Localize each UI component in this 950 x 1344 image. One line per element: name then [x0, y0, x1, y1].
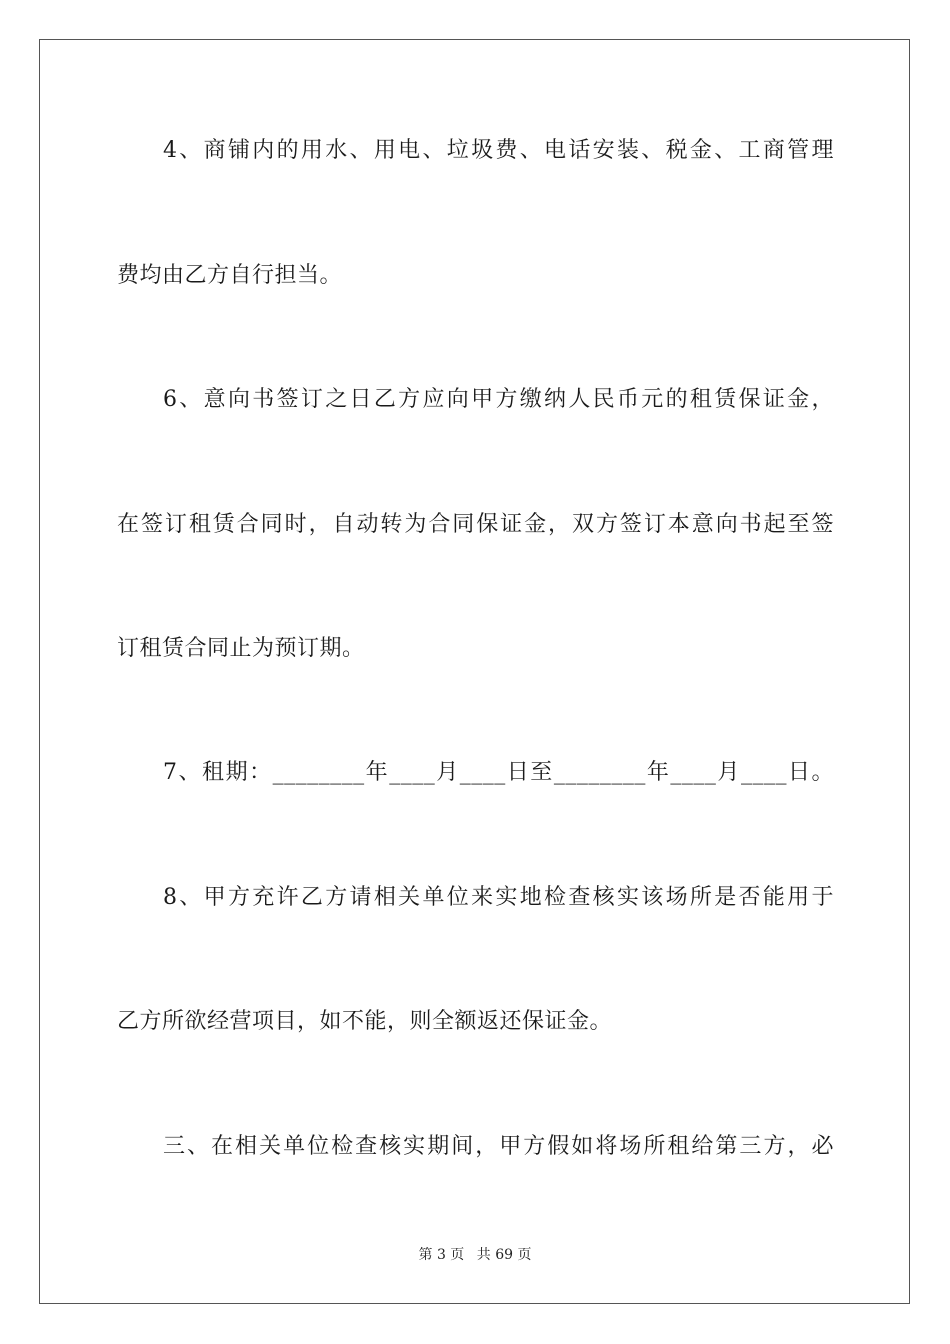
paragraph-line: 8、甲方充许乙方请相关单位来实地检查核实该场所是否能用于	[163, 885, 834, 910]
page-border	[39, 39, 910, 1304]
paragraph-line: 三、在相关单位检查核实期间，甲方假如将场所租给第三方，必	[163, 1134, 834, 1159]
paragraph-line: 7、租期：________年____月____日至________年____月____日。	[163, 760, 834, 785]
page-total: 共 69 页	[476, 1247, 532, 1263]
paragraph-line: 4、商铺内的用水、用电、垃圾费、电话安装、税金、工商管理	[163, 138, 834, 163]
page-number: 第 3 页	[418, 1247, 465, 1263]
paragraph-line: 乙方所欲经营项目，如不能，则全额返还保证金。	[117, 1009, 613, 1034]
paragraph-line: 费均由乙方自行担当。	[117, 263, 343, 288]
paragraph-line: 在签订租赁合同时，自动转为合同保证金，双方签订本意向书起至签	[117, 512, 834, 537]
page-footer	[0, 1246, 950, 1264]
paragraph-line: 订租赁合同止为预订期。	[117, 636, 365, 661]
paragraph-line: 6、意向书签订之日乙方应向甲方缴纳人民币元的租赁保证金，	[163, 387, 834, 412]
